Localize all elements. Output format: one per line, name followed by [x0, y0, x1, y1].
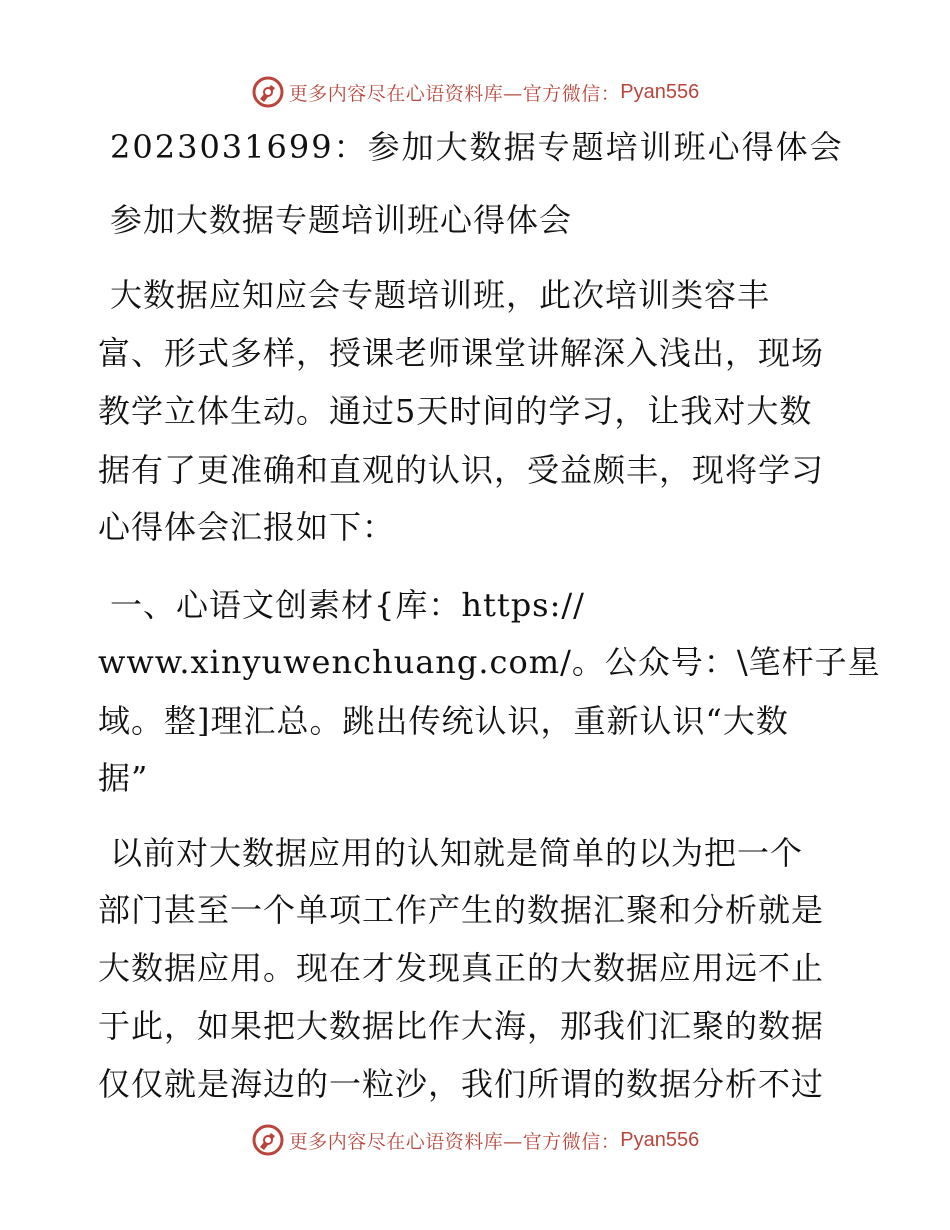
xinyu-logo-icon [251, 1123, 285, 1157]
paragraph-3-line-4: 于此，如果把大数据比作大海，那我们汇聚的数据 [98, 1007, 825, 1045]
document-heading: 参加大数据专题培训班心得体会 [110, 201, 573, 239]
paragraph-1-line-3: 教学立体生动。通过5天时间的学习，让我对大数 [98, 392, 813, 430]
paragraph-3-line-1: 以前对大数据应用的认知就是简单的以为把一个 [110, 834, 804, 872]
watermark-footer [0, 1120, 950, 1160]
paragraph-2-line-4: 据” [98, 759, 149, 797]
paragraph-1-line-2: 富、形式多样，授课老师课堂讲解深入浅出，现场 [98, 334, 825, 372]
watermark-wechat-id: Pyan556 [620, 80, 700, 103]
paragraph-1-line-1: 大数据应知应会专题培训班，此次培训类容丰 [110, 276, 771, 314]
paragraph-2-line-3: 域。整]理汇总。跳出传统认识，重新认识“大数 [98, 702, 789, 740]
xinyu-logo-icon [251, 75, 285, 109]
paragraph-1-line-4: 据有了更准确和直观的认识，受益颇丰，现将学习 [98, 451, 825, 489]
paragraph-2-line-2: www.xinyuwenchuang.com/。公众号：\笔杆子星 [98, 643, 881, 681]
watermark-header [0, 72, 950, 112]
watermark-wechat-id: Pyan556 [620, 1128, 700, 1151]
paragraph-3-line-5: 仅仅就是海边的一粒沙，我们所谓的数据分析不过 [98, 1065, 825, 1103]
paragraph-1-line-5: 心得体会汇报如下： [98, 508, 396, 546]
paragraph-3-line-2: 部门甚至一个单项工作产生的数据汇聚和分析就是 [98, 891, 825, 929]
watermark-text: 更多内容尽在心语资料库—官方微信： [288, 82, 621, 105]
watermark-text: 更多内容尽在心语资料库—官方微信： [288, 1130, 621, 1153]
paragraph-2-line-1: 一、心语文创素材{库：https:// [110, 586, 585, 624]
document-title-line: 2023031699：参加大数据专题培训班心得体会 [110, 128, 844, 166]
paragraph-3-line-3: 大数据应用。现在才发现真正的大数据应用远不止 [98, 949, 825, 987]
